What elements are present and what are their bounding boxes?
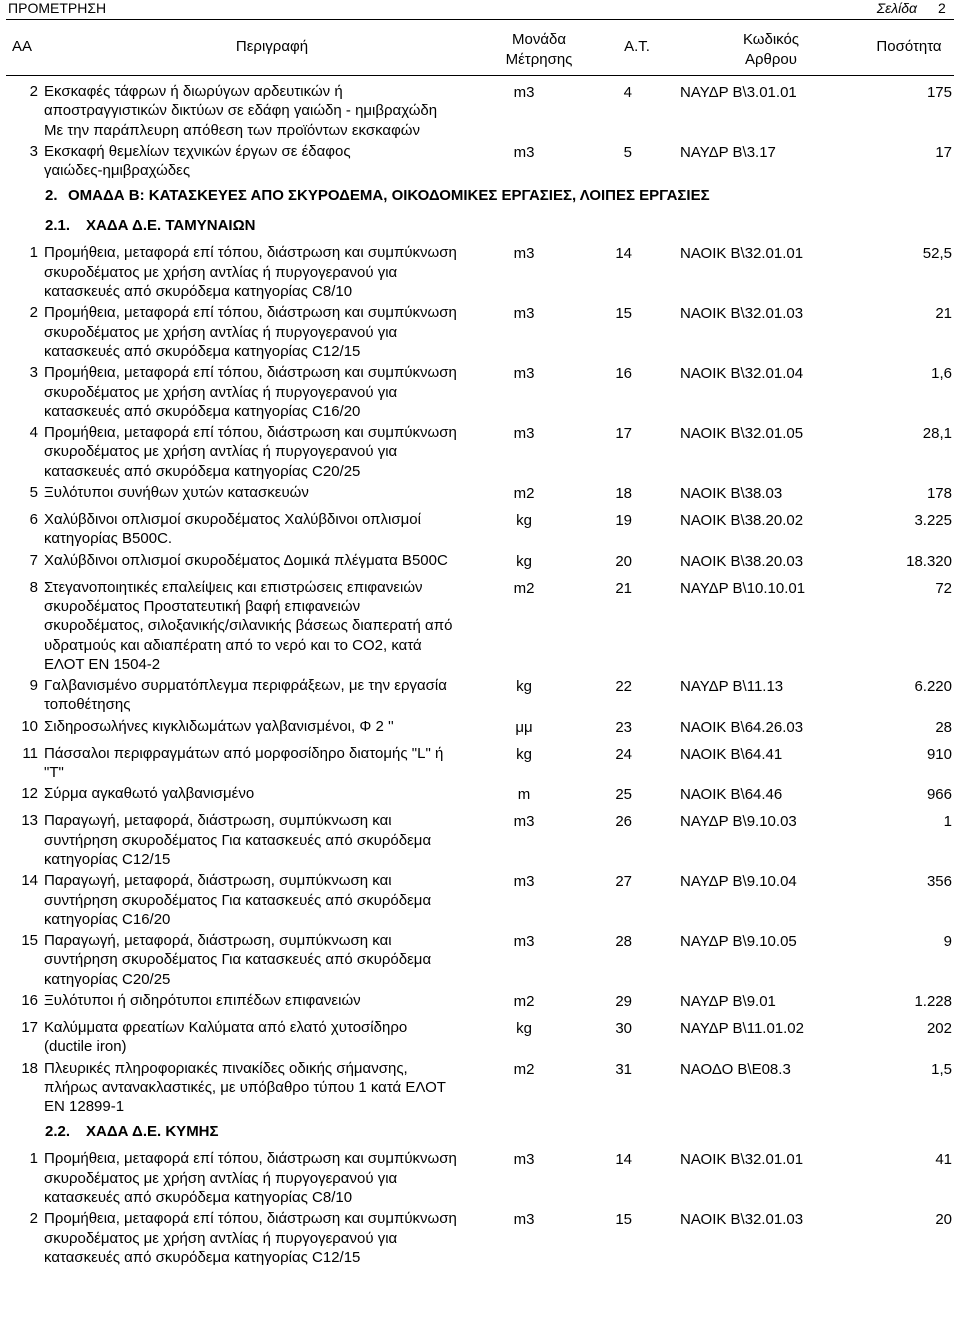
table-row [0, 717, 960, 744]
article-code: ΝΑΥΔΡ Β\9.01 [680, 992, 776, 1010]
description-line: σκυροδέματος με χρήση αντλίας ή πυργογερανού για [44, 383, 398, 401]
item-description [44, 363, 500, 421]
article-number: 28 [615, 933, 632, 951]
description-line: Προμήθεια, μεταφορά επί τόπου, διάστρωση και συμπύκνωση [44, 244, 457, 262]
document-title: ΠΡΟΜΕΤΡΗΣΗ [8, 0, 107, 16]
quantity: 202 [926, 1019, 952, 1037]
unit-of-measure: m3 [513, 813, 535, 831]
item-number: 2 [29, 1210, 38, 1228]
column-header-article-code [720, 30, 822, 70]
quantity: 20 [935, 1211, 952, 1229]
description-line: κατασκευές από σκυρόδεμα κατηγορίας C8/10 [44, 1189, 353, 1207]
quantity: 910 [926, 745, 952, 763]
unit-of-measure: m3 [513, 305, 535, 323]
quantity: 1.228 [914, 992, 952, 1010]
article-number: 15 [615, 1211, 632, 1229]
description-line: Προμήθεια, μεταφορά επί τόπου, διάστρωση και συμπύκνωση [44, 1150, 457, 1168]
column-header-code-line: Αρθρου [745, 51, 797, 68]
table-row [0, 303, 960, 363]
article-number: 17 [615, 425, 632, 443]
unit-of-measure: μμ [515, 718, 533, 736]
quantity: 3.225 [914, 512, 952, 530]
description-line: σκυροδέματος με χρήση αντλίας ή πυργογερανού για [44, 263, 398, 281]
article-number: 25 [615, 786, 632, 804]
article-number: 24 [615, 745, 632, 763]
item-number: 18 [21, 1059, 38, 1077]
table-row [0, 1018, 960, 1059]
article-number: 4 [623, 84, 632, 101]
article-code: ΝΑΥΔΡ Β\11.13 [680, 678, 784, 696]
description-line: Χαλύβδινοι οπλισμοί σκυροδέματος Χαλύβδινοι οπλισμοί [44, 511, 421, 529]
section-heading [0, 182, 960, 212]
quantity: 72 [935, 579, 952, 597]
page-label: Σελίδα [876, 0, 917, 16]
description-line: σκυροδέματος Προστατευτική βαφή επιφανειών [44, 597, 361, 615]
column-header-unit-line: Μονάδα [511, 31, 567, 48]
article-code: ΝΑΟΙΚ Β\32.01.03 [680, 305, 804, 323]
item-description [44, 578, 500, 674]
item-description [44, 142, 500, 181]
unit-of-measure: m3 [513, 143, 535, 161]
item-number: 15 [21, 932, 38, 950]
article-number: 14 [615, 1151, 632, 1169]
table-row [0, 551, 960, 578]
item-description [44, 744, 500, 783]
unit-of-measure: m3 [513, 84, 535, 101]
table-row [0, 1209, 960, 1269]
description-line: (ductile iron) [44, 1038, 127, 1056]
table-row [0, 784, 960, 811]
article-number: 22 [615, 678, 632, 696]
unit-of-measure: m [517, 786, 531, 804]
quantity: 41 [935, 1151, 952, 1169]
article-code: ΝΑΟΙΚ Β\38.03 [680, 485, 783, 503]
article-number: 31 [615, 1060, 632, 1078]
article-code: ΝΑΥΔΡ Β\9.10.03 [680, 813, 797, 831]
description-line: "T" [44, 764, 64, 782]
unit-of-measure: m2 [513, 1060, 535, 1078]
article-number: 19 [615, 512, 632, 530]
item-description [44, 717, 500, 736]
article-code: ΝΑΟΙΚ Β\64.41 [680, 745, 783, 763]
table-row [0, 510, 960, 551]
item-description [44, 1059, 500, 1117]
unit-of-measure: m3 [513, 1151, 535, 1169]
item-description [44, 423, 500, 481]
article-number: 29 [615, 992, 632, 1010]
section-number: 2. [45, 187, 58, 205]
description-line: σκυροδέματος με χρήση αντλίας ή πυργογερανού για [44, 1169, 398, 1187]
subsection-number: 2.2. [45, 1123, 71, 1141]
article-number: 14 [615, 245, 632, 263]
item-number: 4 [29, 424, 38, 442]
description-line: τοποθέτησης [44, 696, 131, 714]
description-line: αποστραγγιστικών δικτύων σε εδάφη γαιώδη - ημιβραχώδη [44, 102, 438, 120]
column-header-unit [500, 30, 578, 70]
table-row [0, 1059, 960, 1119]
description-line: Πάσσαλοι περιφραγμάτων από μορφοσίδηρο διατομής "L" ή [44, 744, 444, 762]
item-number: 11 [22, 744, 38, 762]
unit-of-measure: m2 [513, 579, 535, 597]
unit-of-measure: m3 [513, 873, 535, 891]
description-line: κατηγορίας C16/20 [44, 910, 171, 928]
quantity: 52,5 [922, 245, 952, 263]
item-description [44, 991, 500, 1010]
description-line: συντήρηση σκυροδέματος Για κατασκευές από σκυρόδεμα [44, 951, 432, 969]
article-number: 23 [615, 718, 632, 736]
table-row [0, 578, 960, 676]
description-line: πλήρως αντανακλαστικές, με υπόβαθρο τύπου 1 κατά ΕΛΟΤ [44, 1078, 446, 1096]
quantity: 18.320 [906, 552, 952, 570]
item-number: 8 [29, 578, 38, 596]
table-row [0, 991, 960, 1018]
table-row [0, 1149, 960, 1209]
description-line: Στεγανοποιητικές επαλείψεις και επιστρώσεις επιφανειών [44, 578, 423, 596]
quantities-table [0, 82, 960, 1269]
table-row [0, 82, 960, 142]
quantity: 17 [935, 143, 952, 161]
item-description [44, 871, 500, 929]
column-header-code-line: Κωδικός [742, 31, 800, 48]
table-row [0, 423, 960, 483]
description-line: Προμήθεια, μεταφορά επί τόπου, διάστρωση και συμπύκνωση [44, 304, 457, 322]
description-line: Καλύμματα φρεατίων Καλύματα από ελατό χυτοσίδηρο [44, 1018, 408, 1036]
item-description [44, 303, 500, 361]
description-line: σκυροδέματος με χρήση αντλίας ή πυργογερανού για [44, 323, 398, 341]
article-code: ΝΑΟΙΚ Β\38.20.02 [680, 512, 804, 530]
description-line: κατασκευές από σκυρόδεμα κατηγορίας C20/25 [44, 462, 361, 480]
description-line: Πλευρικές πληροφοριακές πινακίδες οδικής σήμανσης, [44, 1059, 408, 1077]
header-divider [6, 19, 954, 20]
subsection-heading [0, 212, 960, 243]
article-code: ΝΑΥΔΡ Β\10.10.01 [680, 579, 806, 597]
article-number: 20 [615, 552, 632, 570]
article-code: ΝΑΟΙΚ Β\64.26.03 [680, 718, 804, 736]
description-line: κατασκευές από σκυρόδεμα κατηγορίας C8/10 [44, 283, 353, 301]
description-line: σκυροδέματος με χρήση αντλίας ή πυργογερανού για [44, 443, 398, 461]
description-line: κατασκευές από σκυρόδεμα κατηγορίας C16/20 [44, 402, 361, 420]
description-line: γαιώδες-ημιβραχώδες [44, 162, 191, 180]
description-line: Προμήθεια, μεταφορά επί τόπου, διάστρωση και συμπύκνωση [44, 364, 457, 382]
item-description [44, 483, 500, 502]
item-description [44, 551, 500, 570]
item-number: 5 [29, 484, 38, 502]
article-code: ΝΑΟΙΚ Β\32.01.01 [680, 245, 804, 263]
description-line: συντήρηση σκυροδέματος Για κατασκευές από σκυρόδεμα [44, 831, 432, 849]
unit-of-measure: m3 [513, 933, 535, 951]
table-row [0, 676, 960, 717]
description-line: Εκσκαφές τάφρων ή διωρύγων αρδευτικών ή [44, 83, 343, 100]
unit-of-measure: kg [516, 1019, 532, 1037]
quantity: 9 [943, 933, 952, 951]
quantity: 6.220 [914, 678, 952, 696]
article-number: 18 [615, 485, 632, 503]
description-line: συντήρηση σκυροδέματος Για κατασκευές από σκυρόδεμα [44, 891, 432, 909]
item-number: 12 [21, 785, 38, 803]
table-row [0, 142, 960, 183]
item-number: 1 [29, 244, 38, 262]
description-line: Παραγωγή, μεταφορά, διάστρωση, συμπύκνωση και [44, 812, 392, 830]
unit-of-measure: m2 [513, 485, 535, 503]
table-row [0, 811, 960, 871]
column-header-article-number: Α.Τ. [624, 38, 650, 55]
item-description [44, 1018, 500, 1057]
description-line: Με την παράπλευρη απόθεση των προϊόντων εκσκαφών [44, 121, 421, 139]
article-code: ΝΑΟΙΚ Β\32.01.05 [680, 425, 804, 443]
subsection-title: ΧΑΔΑ Δ.Ε. ΤΑΜΥΝΑΙΩΝ [86, 217, 256, 235]
item-number: 3 [29, 142, 38, 160]
unit-of-measure: kg [516, 512, 532, 530]
article-number: 15 [615, 305, 632, 323]
article-number: 16 [615, 365, 632, 383]
column-header-divider [6, 75, 954, 76]
item-description [44, 811, 500, 869]
table-row [0, 744, 960, 785]
item-number: 1 [29, 1150, 38, 1168]
table-row [0, 243, 960, 303]
item-number: 3 [29, 364, 38, 382]
description-line: Σύρμα αγκαθωτό γαλβανισμένο [44, 785, 255, 803]
description-line: κατασκευές από σκυρόδεμα κατηγορίας C12/15 [44, 342, 361, 360]
description-line: υδρατμούς και αδιαπέρατη από το νερό και το CO2, κατά [44, 636, 422, 654]
item-number: 13 [21, 812, 38, 830]
subsection-number: 2.1. [45, 217, 71, 235]
article-code: ΝΑΟΙΚ Β\38.20.03 [680, 552, 804, 570]
quantity: 356 [926, 873, 952, 891]
article-code: ΝΑΟΙΚ Β\32.01.04 [680, 365, 804, 383]
quantity: 21 [935, 305, 952, 323]
description-line: Παραγωγή, μεταφορά, διάστρωση, συμπύκνωση και [44, 872, 392, 890]
item-number: 7 [29, 551, 38, 569]
page-number: 2 [938, 0, 946, 16]
item-number: 14 [21, 872, 38, 890]
item-description [44, 784, 500, 803]
quantity: 1,6 [931, 365, 952, 383]
item-number: 6 [29, 511, 38, 529]
item-description [44, 1209, 500, 1267]
item-description [44, 243, 500, 301]
unit-of-measure: m3 [513, 425, 535, 443]
description-line: Προμήθεια, μεταφορά επί τόπου, διάστρωση και συμπύκνωση [44, 424, 457, 442]
description-line: ΕΛΟΤ ΕΝ 1504-2 [44, 655, 161, 673]
quantity: 28,1 [922, 425, 952, 443]
item-number: 9 [29, 677, 38, 695]
item-number: 2 [29, 304, 38, 322]
description-line: Προμήθεια, μεταφορά επί τόπου, διάστρωση και συμπύκνωση [44, 1210, 457, 1228]
table-row [0, 483, 960, 510]
description-line: Γαλβανισμένο συρματόπλεγμα περιφράξεων, με την εργασία [44, 677, 447, 695]
unit-of-measure: m3 [513, 365, 535, 383]
description-line: Εκσκαφή θεμελίων τεχνικών έργων σε έδαφος [44, 142, 351, 160]
unit-of-measure: kg [516, 678, 532, 696]
description-line: σκυροδέματος με χρήση αντλίας ή πυργογερανού για [44, 1229, 398, 1247]
quantity: 1,5 [931, 1060, 952, 1078]
description-line: κατασκευές από σκυρόδεμα κατηγορίας C12/15 [44, 1248, 361, 1266]
article-code: ΝΑΥΔΡ Β\3.17 [680, 143, 776, 161]
article-code: ΝΑΟΙΚ Β\32.01.01 [680, 1151, 804, 1169]
subsection-title: ΧΑΔΑ Δ.Ε. ΚΥΜΗΣ [86, 1123, 219, 1141]
quantity: 28 [935, 718, 952, 736]
article-code: ΝΑΟΙΚ Β\64.46 [680, 786, 783, 804]
table-row [0, 363, 960, 423]
column-header-aa: ΑΑ [12, 38, 33, 55]
description-line: κατηγορίας C12/15 [44, 850, 171, 868]
item-number: 16 [21, 991, 38, 1009]
description-line: ΕΝ 12899-1 [44, 1098, 125, 1116]
article-number: 21 [615, 579, 632, 597]
column-header-unit-line: Μέτρησης [505, 51, 573, 68]
unit-of-measure: kg [516, 552, 532, 570]
article-number: 27 [615, 873, 632, 891]
description-line: Ξυλότυποι συνήθων χυτών κατασκευών [44, 484, 309, 502]
article-code: ΝΑΥΔΡ Β\3.01.01 [680, 84, 797, 101]
item-description [44, 510, 500, 549]
article-number: 30 [615, 1019, 632, 1037]
article-code: ΝΑΥΔΡ Β\9.10.05 [680, 933, 797, 951]
item-description [44, 931, 500, 989]
item-description [44, 676, 500, 715]
table-row [0, 931, 960, 991]
quantity: 175 [926, 84, 952, 101]
quantity: 178 [926, 485, 952, 503]
unit-of-measure: m3 [513, 245, 535, 263]
quantity: 1 [943, 813, 952, 831]
section-title: ΟΜΑΔΑ Β: ΚΑΤΑΣΚΕΥΕΣ ΑΠΟ ΣΚΥΡΟΔΕΜΑ, ΟΙΚΟΔΟΜΙΚΕΣ ΕΡΓΑΣΙΕΣ, ΛΟΙΠΕΣ ΕΡΓΑΣΙΕΣ [68, 187, 710, 205]
column-header-description: Περιγραφή [235, 38, 309, 55]
item-description [44, 1149, 500, 1207]
description-line: Σιδηροσωλήνες κιγκλιδωμάτων γαλβανισμένοι, Φ 2 '' [44, 717, 394, 735]
item-number: 2 [29, 83, 38, 100]
column-header-quantity: Ποσότητα [876, 38, 942, 55]
item-description [44, 82, 500, 140]
quantity: 966 [926, 786, 952, 804]
description-line: κατηγορίας B500C. [44, 530, 173, 548]
item-number: 17 [21, 1018, 38, 1036]
article-code: ΝΑΥΔΡ Β\11.01.02 [680, 1019, 804, 1037]
article-code: ΝΑΟΙΚ Β\32.01.03 [680, 1211, 804, 1229]
article-number: 5 [623, 143, 632, 161]
description-line: Παραγωγή, μεταφορά, διάστρωση, συμπύκνωση και [44, 932, 392, 950]
subsection-heading [0, 1118, 960, 1149]
article-code: ΝΑΥΔΡ Β\9.10.04 [680, 873, 797, 891]
unit-of-measure: kg [516, 745, 532, 763]
table-row [0, 871, 960, 931]
description-line: Χαλύβδινοι οπλισμοί σκυροδέματος Δομικά πλέγματα B500C [44, 551, 448, 569]
description-line: σκυροδέματος, σιλοξανικής/σιλανικής βάσεως διαπερατή από [44, 617, 453, 635]
item-number: 10 [21, 717, 38, 735]
article-code: ΝΑΟΔΟ Β\Ε08.3 [680, 1060, 791, 1078]
article-number: 26 [615, 813, 632, 831]
unit-of-measure: m2 [513, 992, 535, 1010]
description-line: Ξυλότυποι ή σιδηρότυποι επιπέδων επιφανειών [44, 991, 361, 1009]
description-line: κατηγορίας C20/25 [44, 970, 171, 988]
unit-of-measure: m3 [513, 1211, 535, 1229]
